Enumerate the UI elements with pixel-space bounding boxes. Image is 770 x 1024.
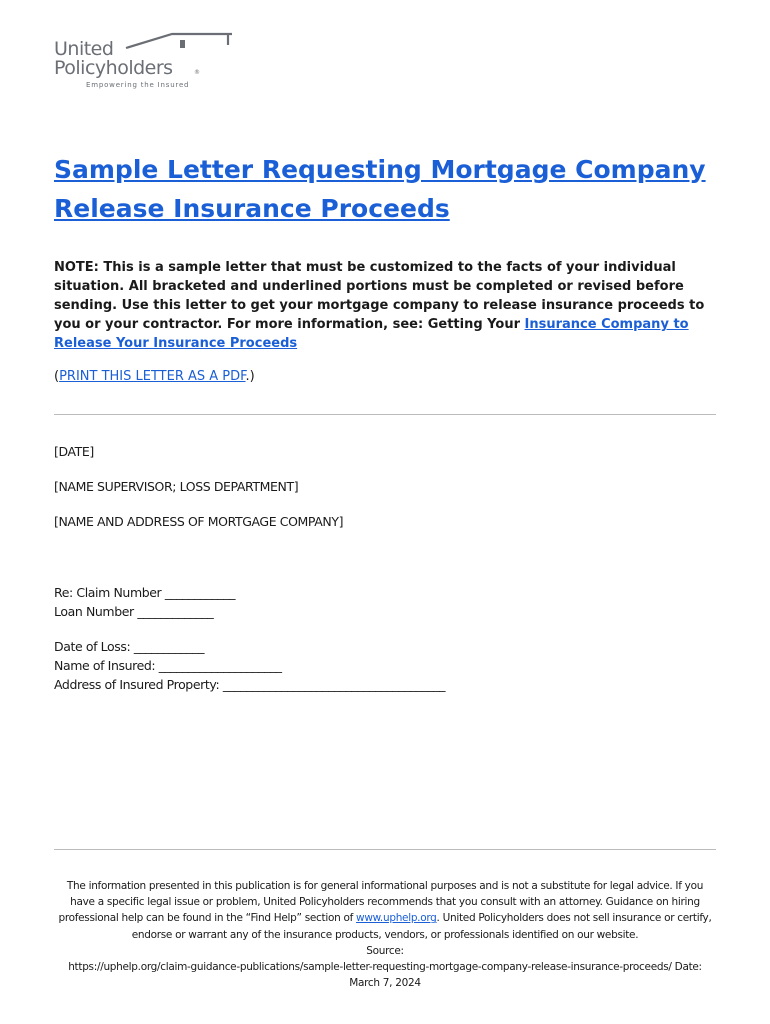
- top-divider: [54, 414, 716, 415]
- house-roof-icon: [124, 32, 234, 54]
- united-policyholders-logo: [54, 32, 214, 92]
- print-close-paren: .): [245, 369, 255, 384]
- disclaimer-text-1: The information presented in this publication is for general informational purposes and is not a substitute for legal advice. If you have a specific legal issue or problem, United Policyholders recommends that you consult with an attorney. Guidance on hiring professional help can be found in the “Find Help” section of: [58, 880, 704, 925]
- footer-disclaimer: [54, 878, 716, 991]
- note-paragraph: [54, 258, 724, 353]
- date-placeholder: [DATE]: [54, 444, 94, 459]
- date-of-loss-line: Date of Loss: ____________: [54, 639, 205, 654]
- insurance-proceeds-link[interactable]: Insurance Company to Release Your Insurance Proceeds: [54, 317, 689, 351]
- source-label: Source:: [366, 944, 404, 957]
- loss-details-block: [54, 637, 445, 694]
- logo-tagline: Empowering the Insured: [86, 81, 190, 89]
- print-line: [54, 369, 255, 384]
- footer-divider: [54, 849, 716, 850]
- claim-reference-block: [54, 583, 235, 621]
- page-title[interactable]: Sample Letter Requesting Mortgage Company Release Insurance Proceeds: [54, 155, 706, 223]
- source-url-date: https://uphelp.org/claim-guidance-publications/sample-letter-requesting-mortgage-company-release-insurance-proceeds/ Date: March 7, 2024: [68, 961, 702, 990]
- claim-number-line: Re: Claim Number ____________: [54, 585, 236, 600]
- name-of-insured-line: Name of Insured: _____________________: [54, 658, 282, 673]
- logo-line-1: United: [54, 38, 114, 60]
- disclaimer-paragraph: [54, 878, 716, 943]
- logo-trademark: ®: [194, 69, 200, 76]
- print-open-paren: (: [54, 369, 60, 384]
- print-pdf-link[interactable]: PRINT THIS LETTER AS A PDF: [59, 369, 246, 384]
- note-text: NOTE: This is a sample letter that must be customized to the facts of your individual situation. All bracketed and underlined portions must be completed or revised before sending. Use this letter to get your mortgage company to release insurance proceeds to you or your contractor. For more information, see: Getting Your: [54, 260, 705, 332]
- supervisor-placeholder: [NAME SUPERVISOR; LOSS DEPARTMENT]: [54, 479, 299, 494]
- mortgage-company-placeholder: [NAME AND ADDRESS OF MORTGAGE COMPANY]: [54, 514, 344, 529]
- disclaimer-text-2: . United Policyholders does not sell insurance or certify, endorse or warrant any of the insurance products, vendors, or professionals identified on our website.: [131, 912, 712, 941]
- logo-line-2: Policyholders: [54, 57, 173, 79]
- insured-property-line: Address of Insured Property: ______________________________________: [54, 677, 446, 692]
- loan-number-line: Loan Number _____________: [54, 604, 214, 619]
- uphelp-link[interactable]: www.uphelp.org: [356, 912, 437, 925]
